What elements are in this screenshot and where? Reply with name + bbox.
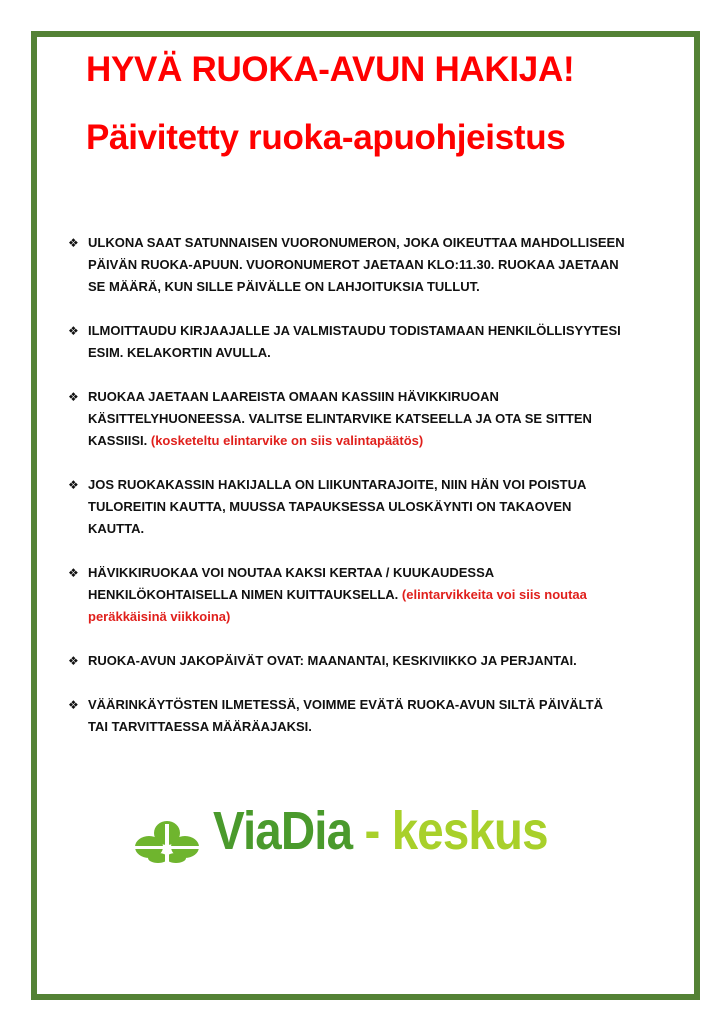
diamond-bullet-icon: ❖ xyxy=(68,236,79,250)
item-line: HÄVIKKIRUOKAA VOI NOUTAA KAKSI KERTAA / KUUKAUDESSA xyxy=(88,565,495,580)
leaf-logo-icon xyxy=(131,816,203,864)
list-item xyxy=(68,474,688,540)
item-line: TAI TARVITTAESSA MÄÄRÄAJAKSI. xyxy=(88,719,312,734)
item-note: (kosketeltu elintarvike on siis valintapäätös) xyxy=(150,433,424,448)
logo-part1: ViaDia xyxy=(213,801,353,861)
item-line: RUOKAA JAETAAN LAAREISTA OMAAN KASSIIN HÄVIKKIRUOAN xyxy=(88,389,499,404)
logo-part2: keskus xyxy=(391,801,548,861)
item-line: ESIM. KELAKORTIN AVULLA. xyxy=(88,345,271,360)
diamond-bullet-icon: ❖ xyxy=(68,654,79,668)
item-line: KAUTTA. xyxy=(88,521,145,536)
page-subtitle: Päivitetty ruoka-apuohjeistus xyxy=(86,118,566,157)
list-item xyxy=(68,694,688,738)
item-line: PÄIVÄN RUOKA-APUUN. VUORONUMEROT JAETAAN KLO:11.30. RUOKAA JAETAAN xyxy=(88,257,619,272)
list-item xyxy=(68,320,688,364)
item-line: TULOREITIN KAUTTA, MUUSSA TAPAUKSESSA ULOSKÄYNTI ON TAKAOVEN xyxy=(88,499,572,514)
item-line: ILMOITTAUDU KIRJAAJALLE JA VALMISTAUDU TODISTAMAAN HENKILÖLLISYYTESI xyxy=(88,323,621,338)
item-line: KÄSITTELYHUONEESSA. VALITSE ELINTARVIKE KATSEELLA JA OTA SE SITTEN xyxy=(88,411,592,426)
viadia-logo xyxy=(131,801,548,870)
item-line: ULKONA SAAT SATUNNAISEN VUORONUMERON, JOKA OIKEUTTAA MAHDOLLISEEN xyxy=(88,235,625,250)
item-note: peräkkäisinä viikkoina) xyxy=(88,609,231,624)
diamond-bullet-icon: ❖ xyxy=(68,698,79,712)
item-line: VÄÄRINKÄYTÖSTEN ILMETESSÄ, VOIMME EVÄTÄ RUOKA-AVUN SILTÄ PÄIVÄLTÄ xyxy=(88,697,603,712)
item-line: KASSIISI. xyxy=(88,433,151,448)
instruction-list xyxy=(68,232,688,738)
logo-separator: - xyxy=(352,801,392,861)
diamond-bullet-icon: ❖ xyxy=(68,390,79,404)
item-line: JOS RUOKAKASSIN HAKIJALLA ON LIIKUNTARAJOITE, NIIN HÄN VOI POISTUA xyxy=(88,477,587,492)
item-line: RUOKA-AVUN JAKOPÄIVÄT OVAT: MAANANTAI, KESKIVIIKKO JA PERJANTAI. xyxy=(88,653,577,668)
logo-text xyxy=(213,800,548,862)
diamond-bullet-icon: ❖ xyxy=(68,324,79,338)
page-title: HYVÄ RUOKA-AVUN HAKIJA! xyxy=(86,50,575,89)
item-line: SE MÄÄRÄ, KUN SILLE PÄIVÄLLE ON LAHJOITUKSIA TULLUT. xyxy=(88,279,480,294)
diamond-bullet-icon: ❖ xyxy=(68,566,79,580)
item-line: HENKILÖKOHTAISELLA NIMEN KUITTAUKSELLA. xyxy=(88,587,402,602)
list-item xyxy=(68,386,688,452)
list-item xyxy=(68,562,688,628)
list-item xyxy=(68,232,688,298)
diamond-bullet-icon: ❖ xyxy=(68,478,79,492)
list-item xyxy=(68,650,688,672)
item-note: (elintarvikkeita voi siis noutaa xyxy=(401,587,587,602)
